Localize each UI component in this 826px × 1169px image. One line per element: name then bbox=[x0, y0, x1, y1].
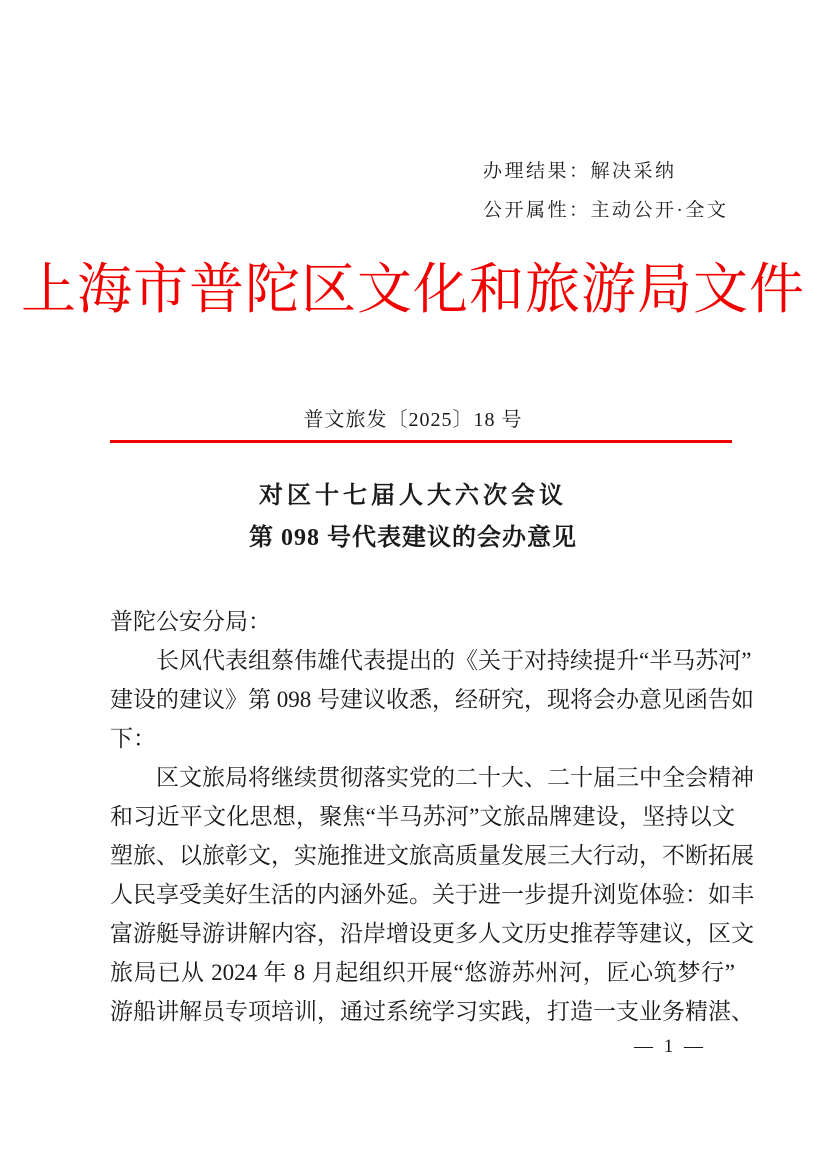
document-body bbox=[110, 602, 754, 1031]
document-title bbox=[0, 475, 826, 559]
document-number: 普文旅发〔2025〕18 号 bbox=[303, 409, 523, 431]
header-meta bbox=[483, 152, 728, 230]
letterhead-title: 上海市普陀区文化和旅游局文件 bbox=[20, 259, 805, 320]
body-text-line: 游船讲解员专项培训，通过系统学习实践，打造一支业务精湛、 bbox=[110, 999, 754, 1024]
body-text-line: 长风代表组蔡伟雄代表提出的《关于对持续提升“半马苏河” bbox=[156, 648, 752, 673]
page-number: — 1 — bbox=[634, 1036, 706, 1057]
red-divider-line bbox=[110, 440, 732, 443]
document-title-line2: 第 098 号代表建议的会办意见 bbox=[249, 525, 577, 551]
body-text-line: 富游艇导游讲解内容，沿岸增设更多人文历史推荐等建议，区文 bbox=[110, 921, 754, 946]
body-text-line: 和习近平文化思想，聚焦“半马苏河”文旅品牌建设，坚持以文 bbox=[110, 804, 735, 829]
body-text-line: 人民享受美好生活的内涵外延。关于进一步提升浏览体验：如丰 bbox=[110, 882, 754, 907]
handling-result-label: 办理结果：解决采纳 bbox=[483, 161, 677, 182]
body-text-line: 建设的建议》第 098 号建议收悉，经研究，现将会办意见函告如 bbox=[110, 687, 754, 712]
body-text-line: 旅局已从 2024 年 8 月起组织开展“悠游苏州河，匠心筑梦行” bbox=[110, 960, 735, 985]
body-text-line: 塑旅、以旅彰文，实施推进文旅高质量发展三大行动，不断拓展 bbox=[110, 843, 754, 868]
body-text-line: 普陀公安分局： bbox=[110, 609, 271, 634]
body-text-line: 下： bbox=[110, 726, 156, 751]
publicity-attribute-label: 公开属性：主动公开·全文 bbox=[483, 200, 729, 221]
body-text-line: 区文旅局将继续贯彻落实党的二十大、二十届三中全会精神 bbox=[156, 765, 754, 790]
document-title-line1: 对区十七届人大六次会议 bbox=[259, 483, 567, 509]
